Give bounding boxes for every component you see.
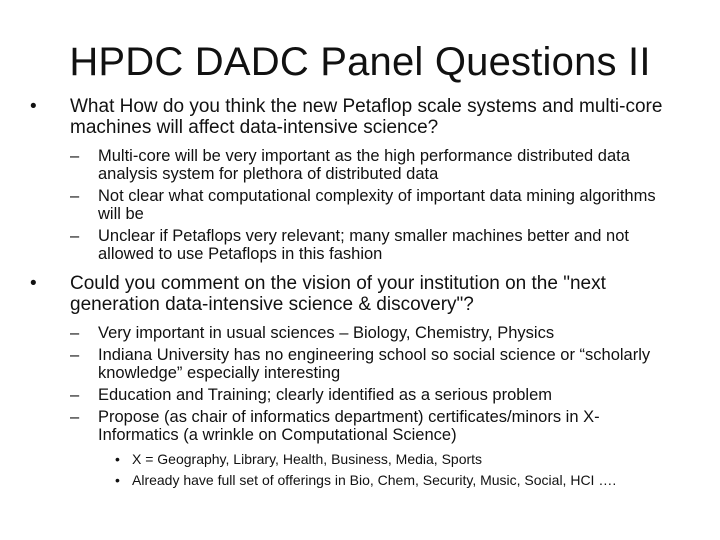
bullet-icon: •: [115, 451, 120, 467]
question-2-text: Could you comment on the vision of your institution on the "next generation data-intensive science & discovery"?: [70, 273, 606, 315]
answer-text: Indiana University has no engineering school so social science or “scholarly knowledge” especially interesting: [98, 346, 651, 382]
dash-icon: –: [70, 227, 80, 245]
answer-text: Not clear what computational complexity of important data mining algorithms will be: [98, 187, 656, 223]
sub-answer-text: Already have full set of offerings in Bio, Chem, Security, Music, Social, HCI ….: [132, 472, 617, 488]
answer-text: Education and Training; clearly identified as a serious problem: [98, 386, 553, 404]
answer-item: [30, 386, 680, 404]
dash-icon: –: [70, 147, 80, 165]
slide-title: HPDC DADC Panel Questions II: [69, 40, 651, 84]
answer-text: Propose (as chair of informatics department) certificates/minors in X-Informatics (a wrinkle on Computational Science): [98, 408, 600, 444]
answer-item: [30, 187, 680, 223]
answer-item: [30, 346, 680, 382]
dash-icon: –: [70, 386, 80, 404]
sub-answer-item: [30, 472, 680, 489]
question-2: [30, 273, 680, 315]
answer-item: [30, 408, 680, 444]
question-2-answers: [30, 324, 680, 489]
dash-icon: –: [70, 408, 80, 426]
bullet-icon: •: [30, 96, 37, 117]
sub-answers: [30, 451, 680, 489]
sub-answer-item: [30, 451, 680, 468]
answer-item: [30, 227, 680, 263]
question-1: [30, 96, 680, 138]
bullet-icon: •: [30, 273, 37, 294]
question-1-text: What How do you think the new Petaflop scale systems and multi-core machines will affect data-intensive science?: [70, 96, 663, 138]
dash-icon: –: [70, 324, 80, 342]
slide-content: [30, 96, 680, 493]
answer-text: Multi-core will be very important as the high performance distributed data analysis system for plethora of distributed data: [98, 147, 630, 183]
answer-text: Unclear if Petaflops very relevant; many smaller machines better and not allowed to use Petaflops in this fashion: [98, 227, 629, 263]
answer-item: [30, 147, 680, 183]
dash-icon: –: [70, 346, 80, 364]
bullet-icon: •: [115, 472, 120, 488]
dash-icon: –: [70, 187, 80, 205]
question-1-answers: [30, 147, 680, 263]
sub-answer-text: X = Geography, Library, Health, Business, Media, Sports: [132, 451, 483, 467]
answer-item: [30, 324, 680, 342]
answer-text: Very important in usual sciences – Biology, Chemistry, Physics: [98, 324, 555, 342]
